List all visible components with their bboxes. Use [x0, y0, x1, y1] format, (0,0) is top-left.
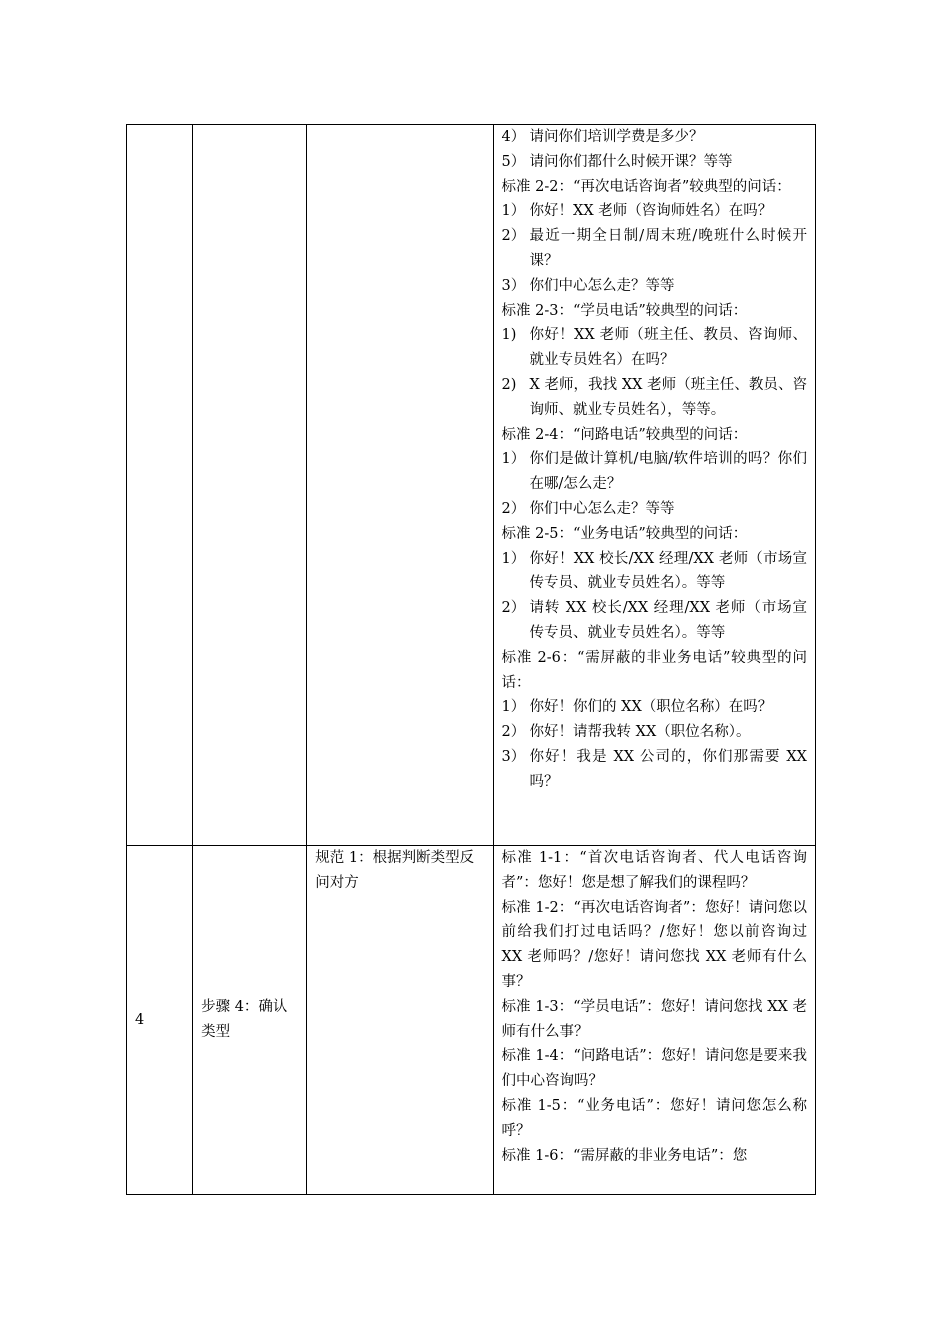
standard-text: 标准 1-4：“问路电话”：您好！请问您是要来我们中心咨询吗？ — [501, 1048, 807, 1090]
step-name-cell: 步骤 4：确认类型 — [193, 846, 307, 1195]
list-item: 2） 你们中心怎么走？等等 — [501, 500, 675, 517]
step-number-cell: 4 — [127, 846, 193, 1195]
step-number-cell — [127, 125, 193, 846]
norm-cell — [307, 125, 493, 846]
standard-cell — [493, 125, 815, 846]
list-item: 1） 你好！XX 校长/XX 经理/XX 老师（市场宣传专员、就业专员姓名）。等等 — [501, 550, 807, 592]
list-item: 5） 请问你们都什么时候开课？等等 — [501, 153, 733, 170]
table-row — [127, 125, 816, 846]
list-item: 1） 你好！XX 老师（咨询师姓名）在吗？ — [501, 203, 773, 220]
list-item: 2） 你好！请帮我转 XX（职位名称）。 — [501, 724, 751, 741]
step-name-cell — [193, 125, 307, 846]
list-item: 1） 你好！你们的 XX（职位名称）在吗？ — [501, 699, 773, 716]
standard-heading: 标准 2-3：“学员电话”较典型的问话： — [501, 302, 748, 319]
list-item: 3） 你们中心怎么走？等等 — [501, 277, 675, 294]
standard-cell — [493, 846, 815, 1195]
list-item: 1） 你们是做计算机/电脑/软件培训的吗？你们在哪/怎么走？ — [501, 451, 807, 493]
standard-heading: 标准 2-4：“问路电话”较典型的问话： — [501, 426, 748, 443]
standard-heading: 标准 2-5：“业务电话”较典型的问话： — [501, 525, 748, 542]
list-item: 2) X 老师，我找 XX 老师（班主任、教员、咨询师、就业专员姓名），等等。 — [501, 376, 807, 418]
list-item: 1) 你好！XX 老师（班主任、教员、咨询师、就业专员姓名）在吗？ — [501, 327, 807, 369]
norm-cell: 规范 1：根据判断类型反问对方 — [307, 846, 493, 1195]
list-item: 4） 请问你们培训学费是多少？ — [501, 129, 704, 145]
standard-text: 标准 1-1：“首次电话咨询者、代人电话咨询者”：您好！您是想了解我们的课程吗？ — [501, 850, 807, 891]
standard-text: 标准 1-2：“再次电话咨询者”：您好！请问您以前给我们打过电话吗？/您好！您以前咨询过 XX 老师吗？/您好！请问您找 XX 老师有什么事？ — [501, 899, 807, 990]
standard-text: 标准 1-5：“业务电话”：您好！请问您怎么称呼？ — [501, 1097, 807, 1139]
standard-heading: 标准 2-2：“再次电话咨询者”较典型的问话： — [501, 178, 791, 195]
list-item: 3） 你好！我是 XX 公司的，你们那需要 XX 吗？ — [501, 748, 807, 790]
standard-heading: 标准 2-6：“需屏蔽的非业务电话”较典型的问话： — [501, 649, 807, 691]
standard-text: 标准 1-3：“学员电话”：您好！请问您找 XX 老师有什么事？ — [501, 998, 807, 1040]
list-item: 2） 最近一期全日制/周末班/晚班什么时候开课？ — [501, 228, 807, 269]
table-row — [127, 846, 816, 1195]
procedure-table — [126, 124, 816, 1195]
list-item: 2） 请转 XX 校长/XX 经理/XX 老师（市场宣传专员、就业专员姓名）。等等 — [501, 600, 807, 641]
standard-text: 标准 1-6：“需屏蔽的非业务电话”：您 — [501, 1147, 748, 1164]
